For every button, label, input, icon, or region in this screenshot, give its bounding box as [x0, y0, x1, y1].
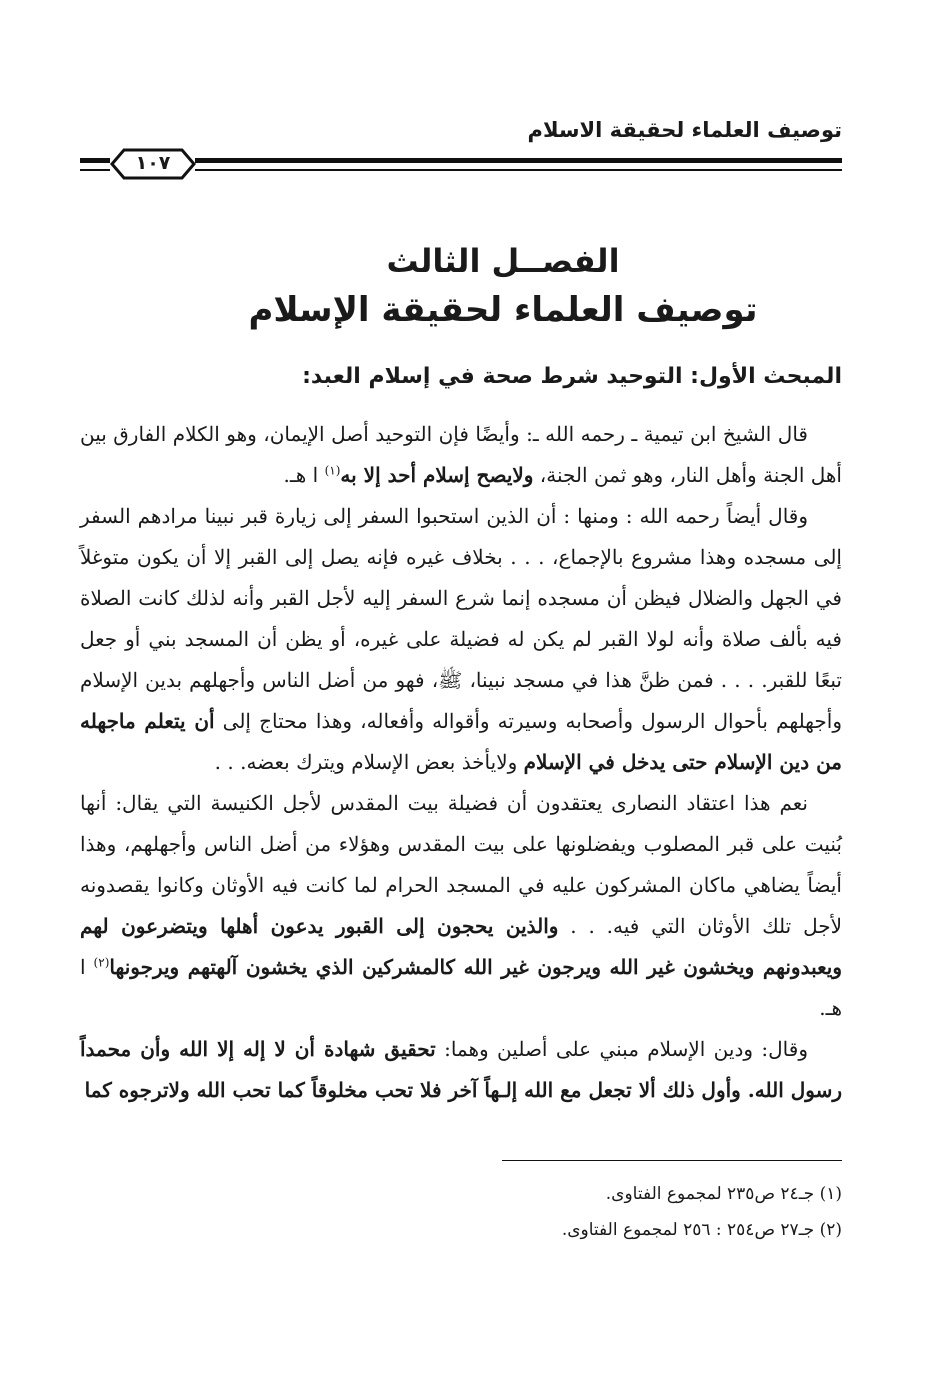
- running-header-title: توصيف العلماء لحقيقة الاسلام: [527, 118, 842, 142]
- paragraph-3-bold: والذين يحجون إلى القبور يدعون أهلها ويتضرعون لهم ويعبدونهم ويخشون غير الله ويرجون غير الله كالمشركين الذي يخشون آلهتهم ويرجونها: [80, 914, 842, 979]
- footnote-ref-2: (٢): [93, 955, 110, 970]
- footnote-ref-1: (١): [324, 463, 341, 478]
- chapter-label: الفصــل الثالث: [386, 242, 620, 280]
- paragraph-4-text: وقال: ودين الإسلام مبني على أصلين وهما:: [435, 1037, 808, 1061]
- header-rule-short: [80, 158, 110, 171]
- paragraph-3: [80, 783, 842, 1029]
- page-number-badge: [110, 146, 196, 182]
- header-rule: [195, 158, 842, 171]
- paragraph-2-end: ولايأخذ بعض الإسلام ويترك بعضه. . .: [214, 750, 524, 774]
- page-number: ١٠٧: [135, 152, 171, 174]
- body-text: [80, 414, 842, 1111]
- paragraph-1: [80, 414, 842, 496]
- footnote-2: (٢) جـ٢٧ ص٢٥٤ : ٢٥٦ لمجموع الفتاوى.: [561, 1220, 842, 1240]
- paragraph-3-text: نعم هذا اعتقاد النصارى يعتقدون أن فضيلة بيت المقدس لأجل الكنيسة التي يقال: أنها بُنيت على قبر المصلوب ويفضلونها على بيت المقدس وهؤلاء من أضل الناس وأجهلهم، وهذا أيضاً يضاهي ماكان المشركون عليه في المسجد الحرام لما كانت فيه الأوثان وكانوا يقصدونه لأجل تلك الأوثان التي فيه. . .: [80, 791, 842, 938]
- paragraph-2: [80, 496, 842, 783]
- section-heading: المبحث الأول: التوحيد شرط صحة في إسلام العبد:: [302, 364, 842, 389]
- footnote-rule: [502, 1160, 842, 1161]
- paragraph-2-bold: أن يتعلم ماجهله من دين الإسلام حتى يدخل في الإسلام: [80, 709, 842, 774]
- paragraph-2-text: وقال أيضاً رحمه الله : ومنها : أن الذين استحبوا السفر إلى زيارة قبر نبينا مرادهم السفر إلى مسجده وهذا مشروع بالإجماع، . . . بخلاف غيره فإنه يصل إلى القبر إلا أن يكون متوغلاً في الجهل والضلال فيظن أن مسجده إنما شرع السفر إليه لأجل القبر وأنه لذلك كانت الصلاة فيه بألف صلاة وأنه لولا القبر لم يكن له فضيلة على غيره، أو يظن أن المسجد بني أو جعل تبعًا للقبر. . . . فمن ظنَّ هذا في مسجد نبينا، ﷺ، فهو من أضل الناس وأجهلهم بدين الإسلام وأجهلهم بأحوال الرسول وأصحابه وسيرته وأقواله وأفعاله، وهذا محتاج إلى: [80, 504, 842, 733]
- paragraph-1-end: ا هـ.: [283, 463, 325, 487]
- chapter-title: توصيف العلماء لحقيقة الإسلام: [248, 290, 758, 330]
- footnotes: [80, 1176, 842, 1248]
- paragraph-1-text: قال الشيخ ابن تيمية ـ رحمه الله ـ: وأيضًا فإن التوحيد أصل الإيمان، وهو الكلام الفارق بين أهل الجنة وأهل النار، وهو ثمن الجنة،: [80, 422, 842, 487]
- paragraph-4: [80, 1029, 842, 1111]
- paragraph-3-end: ا هـ.: [80, 955, 842, 1020]
- paragraph-4-bold: تحقيق شهادة أن لا إله إلا الله وأن محمداً رسول الله. وأول ذلك ألا تجعل مع الله إلـهاً آخر فلا تحب مخلوقاً كما تحب الله ولاترجوه كما: [80, 1037, 842, 1102]
- paragraph-1-bold: ولايصح إسلام أحد إلا به: [340, 463, 534, 487]
- footnote-1: (١) جـ٢٤ ص٢٣٥ لمجموع الفتاوى.: [605, 1184, 842, 1204]
